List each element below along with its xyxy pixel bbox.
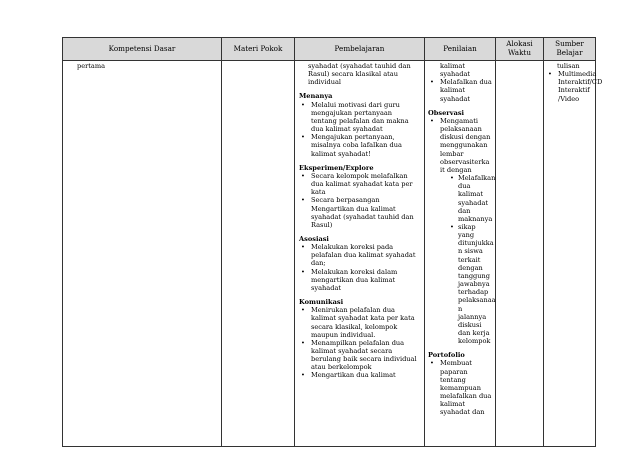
portofolio-list <box>428 359 492 416</box>
header-pembelajaran: Pembelajaran <box>295 38 425 61</box>
list-item: • Melalui motivasi dari guru mengajukan pertanyaan tentang pelafalan dan makna dua kalimat syahadat <box>299 101 418 134</box>
sumber-list <box>546 70 603 103</box>
cell-penilaian <box>425 61 496 447</box>
list-item: • Melakukan koreksi dalam mengartikan dua kalimat syahadat <box>299 268 418 292</box>
table-header-row <box>63 38 596 61</box>
sumber-intro: tulisan <box>557 62 580 70</box>
list-item: • Membuat paparan tentang kemampuan melafalkan dua kalimat syahadat dan <box>428 359 492 416</box>
penilaian-intro: kalimat syahadat <box>440 62 471 79</box>
list-item: • Mengajukan pertanyaan, misalnya coba lafalkan dua kalimat syahadat! <box>299 133 418 157</box>
header-materi-pokok: Materi Pokok <box>222 38 295 61</box>
list-item: • Menirukan pelafalan dua kalimat syahadat kata per kata secara klasikal, kelompok maupun individual. <box>299 306 418 339</box>
list-item: • Melafalkan dua kalimat syahadat dan maknanya <box>448 174 492 223</box>
header-sumber-belajar: Sumber Belajar <box>544 38 596 61</box>
observasi-list <box>428 116 496 346</box>
list-item: • Multimedia Interaktif/CD Interaktif /Video <box>546 70 593 103</box>
list-item <box>428 116 496 346</box>
list-item: • Melafalkan dua kalimat syahadat <box>428 78 492 102</box>
list-item: • Melakukan koreksi pada pelafalan dua kalimat syahadat dan; <box>299 243 418 267</box>
header-kompetensi-dasar: Kompetensi Dasar <box>63 38 222 61</box>
section-asosiasi-title: Asosiasi <box>299 234 329 243</box>
section-eksperimen-list <box>299 172 418 229</box>
list-item: • Menampilkan pelafalan dua kalimat syahadat secara berulang baik secara individual atau berkelompok <box>299 339 418 372</box>
header-alokasi-waktu: Alokasi Waktu <box>496 38 544 61</box>
observasi-sublist <box>440 174 496 346</box>
cell-kompetensi-dasar <box>63 61 222 447</box>
observasi-title: Observasi <box>428 108 465 117</box>
list-item: • Mengartikan dua kalimat <box>299 371 418 379</box>
list-item: • sikap yang ditunjukka n siswa terkait dengan tanggung jawabnya terhadap pelaksanaa n jalannya diskusi dan kerja kelompok <box>448 223 492 345</box>
lesson-plan-table <box>62 37 603 447</box>
cell-materi-pokok <box>222 61 295 447</box>
list-item: • Secara kelompok melafalkan dua kalimat syahadat kata per kata <box>299 172 418 196</box>
observasi-item-text: Mengamati pelaksanaan diskusi dengan menggunakan lembar observasiterka it dengan <box>440 116 491 174</box>
table-row <box>63 61 596 447</box>
pembelajaran-intro: syahadat (syahadat tauhid dan Rasul) secara klasikal atau individual <box>308 62 411 87</box>
cell-alokasi-waktu <box>496 61 544 447</box>
alokasi-text <box>496 61 543 63</box>
section-asosiasi-list <box>299 243 418 292</box>
section-menanya-title: Menanya <box>299 92 333 101</box>
list-item: • Secara berpasangan Mengartikan dua kalimat syahadat (syahadat tauhid dan Rasul) <box>299 196 418 229</box>
cell-sumber-belajar <box>544 61 603 447</box>
section-menanya-list <box>299 101 418 158</box>
header-penilaian: Penilaian <box>425 38 496 61</box>
portofolio-title: Portofolio <box>428 351 465 360</box>
section-komunikasi-list <box>299 306 418 379</box>
kd-text: pertama <box>77 62 106 70</box>
penilaian-list <box>428 78 492 102</box>
section-komunikasi-title: Komunikasi <box>299 298 344 307</box>
cell-pembelajaran <box>295 61 425 447</box>
section-eksperimen-title: Eksperimen/Explore <box>299 163 374 172</box>
